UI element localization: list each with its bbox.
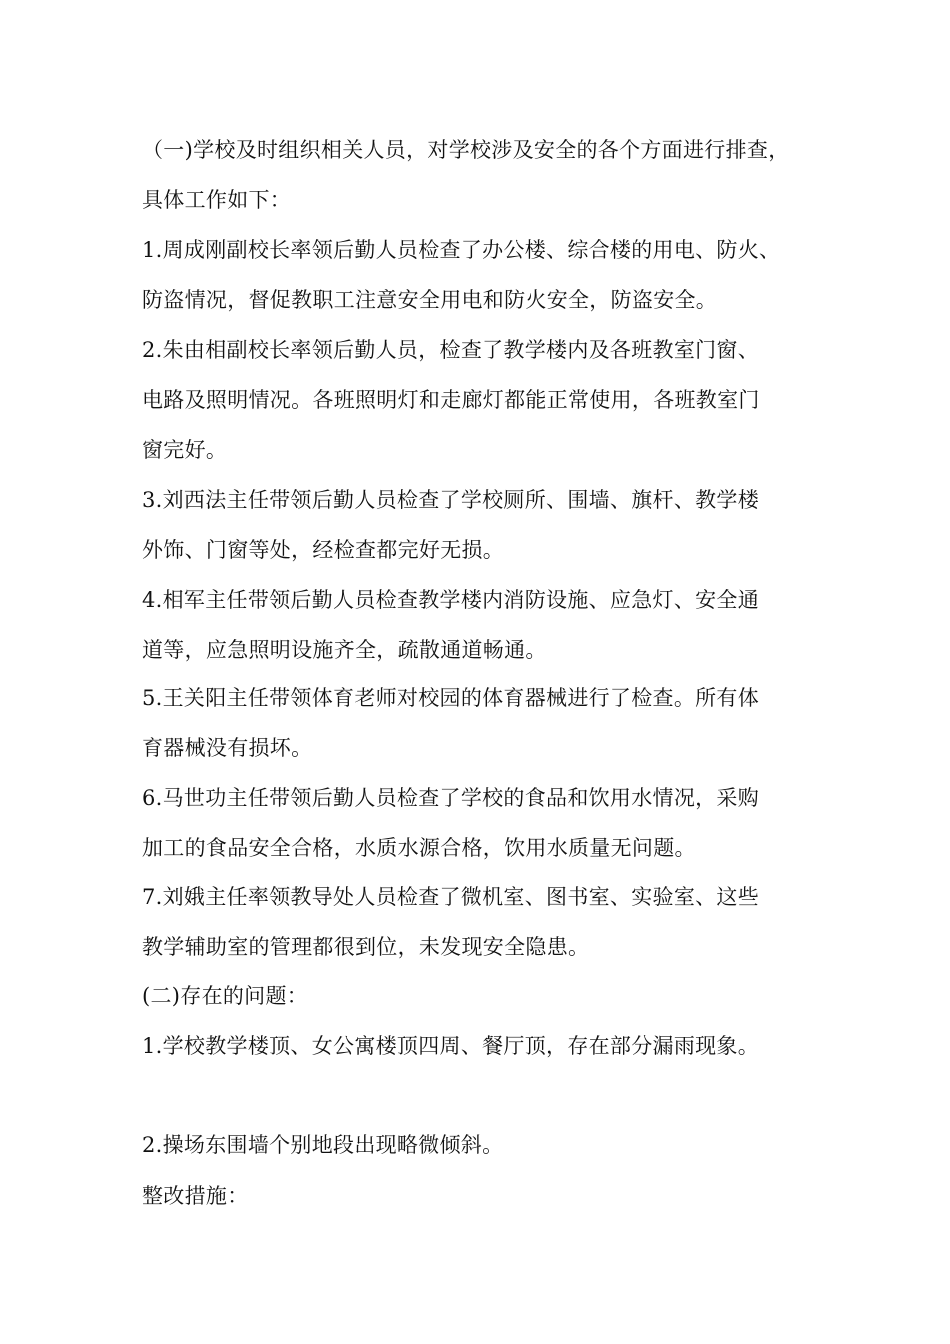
text-line: 育器械没有损坏。: [142, 736, 313, 760]
text-line: (二)存在的问题：: [142, 984, 309, 1008]
paragraph-3: [142, 325, 822, 475]
text-line: 窗完好。: [142, 438, 228, 462]
text-line: 道等，应急照明设施齐全，疏散通道畅通。: [142, 638, 547, 662]
text-line: 2.朱由相副校长率领后勤人员，检查了教学楼内及各班教室门窗、: [142, 338, 760, 362]
text-line: 1.学校教学楼顶、女公寓楼顶四周、餐厅顶，存在部分漏雨现象。: [142, 1034, 760, 1058]
text-line: 整改措施：: [142, 1184, 249, 1208]
text-line: 5.王关阳主任带领体育老师对校园的体育器械进行了检查。所有体: [142, 686, 760, 710]
text-line: 2.操场东围墙个别地段出现略微倾斜。: [142, 1133, 504, 1157]
paragraph-8: [142, 872, 822, 972]
text-line: 4.相军主任带领后勤人员检查教学楼内消防设施、应急灯、安全通: [142, 588, 760, 612]
text-line: 具体工作如下：: [142, 188, 292, 212]
section-heading-problems: [142, 971, 822, 1021]
text-line: 3.刘西法主任带领后勤人员检查了学校厕所、围墙、旗杆、教学楼: [142, 488, 760, 512]
text-line: 防盗情况，督促教职工注意安全用电和防火安全，防盗安全。: [142, 288, 718, 312]
paragraph-5: [142, 575, 822, 675]
text-line: 1.周成刚副校长率领后勤人员检查了办公楼、综合楼的用电、防火、: [142, 238, 781, 262]
text-line: 加工的食品安全合格，水质水源合格，饮用水质量无问题。: [142, 836, 696, 860]
paragraph-problem-2: [142, 1120, 822, 1170]
text-line: 电路及照明情况。各班照明灯和走廊灯都能正常使用，各班教室门: [142, 388, 760, 412]
paragraph-2: [142, 225, 822, 325]
text-line: 外饰、门窗等处，经检查都完好无损。: [142, 538, 505, 562]
section-heading-measures: [142, 1171, 822, 1221]
text-line: 6.马世功主任带领后勤人员检查了学校的食品和饮用水情况，采购: [142, 786, 760, 810]
paragraph-1: [142, 125, 822, 225]
text-line: 教学辅助室的管理都很到位，未发现安全隐患。: [142, 935, 590, 959]
text-line: 7.刘娥主任率领教导处人员检查了微机室、图书室、实验室、这些: [142, 885, 760, 909]
paragraph-7: [142, 773, 822, 873]
paragraph-4: [142, 475, 822, 575]
paragraph-problem-1: [142, 1021, 822, 1071]
paragraph-6: [142, 673, 822, 773]
text-line: （一)学校及时组织相关人员，对学校涉及安全的各个方面进行排查，: [142, 138, 790, 162]
